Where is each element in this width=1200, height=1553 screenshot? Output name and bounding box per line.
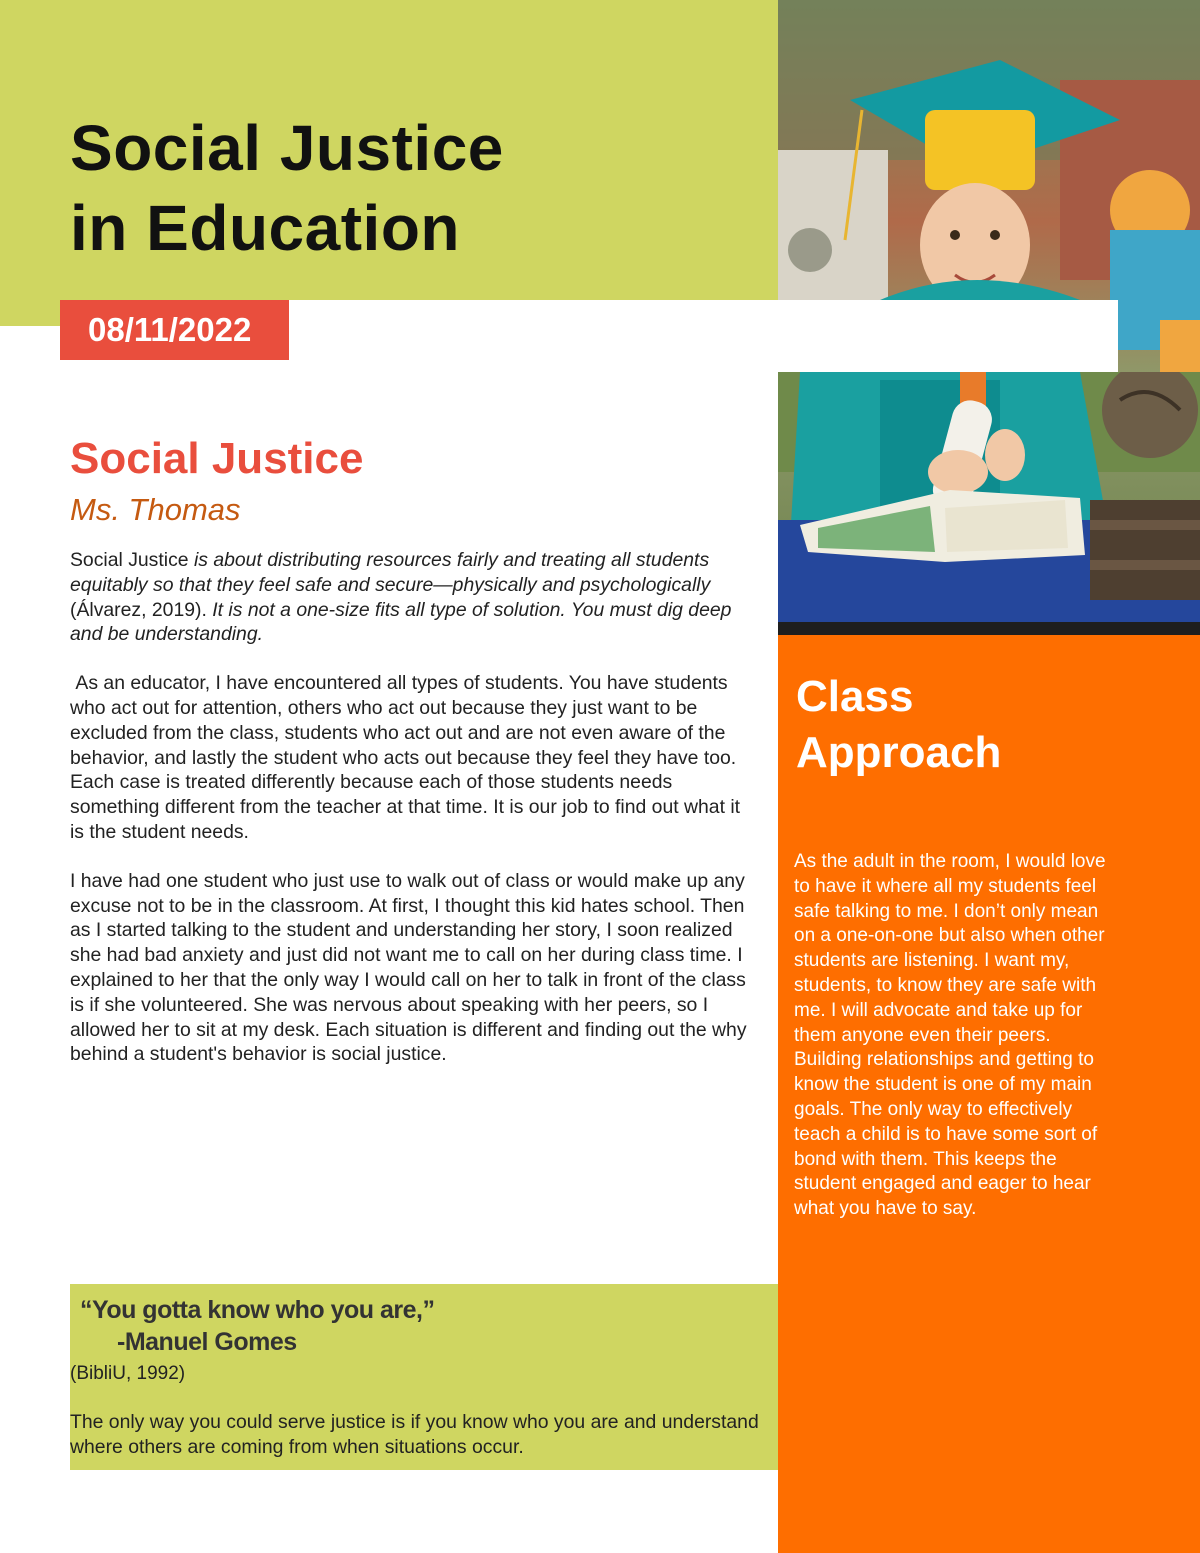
title-line-1: Social Justice [70,112,504,184]
article-paragraph-2: As an educator, I have encountered all types of students. You have students who act out for attention, others who act out because they just want to be excluded from the class, students who act out and are not even aware of the behavior, and lastly the student who acts out because they feel they have too. Each case is treated differently because each of those students needs something different from the teacher at that time. It is our job to find out what it is the student needs. [70,672,747,843]
quote-citation: (BibliU, 1992) [70,1363,186,1384]
sidebar-body: As the adult in the room, I would love to have it where all my students feel safe talking to me. I don’t only mean on a one-on-one but also when other students are listening. I want my, students, to know they are safe with me. I will advocate and take up for them anyone even their peers. Building relationships and getting to know the student is one of my main goals. The only way to effectively teach a child is to have some sort of bond with them. This keeps the student engaged and eager to hear what you have to say. [794,851,1106,1220]
quote-author: -Manuel Gomes [117,1328,297,1356]
date-badge: 08/11/2022 [60,300,289,360]
graduate-child-photo-top [778,0,1200,300]
quote-body: The only way you could serve justice is if you know who you are and understand where others are coming from when situations occur. [70,1411,759,1458]
header-band-tail [0,300,60,326]
class-approach-sidebar [778,635,1200,1553]
p1-citation: (Álvarez, 2019). [70,598,213,621]
graduate-child-photo-bottom-icon [778,372,1200,634]
graduate-child-photo-edge-icon [1118,300,1200,372]
graduate-child-photo-icon [778,0,1200,300]
article-title: Social Justice [70,434,364,483]
sidebar-title [796,669,1001,781]
p1-closing: It is not a one-size fits all type of solution. You must dig deep and be understanding. [70,598,732,646]
title-line-2: in Education [70,192,460,264]
quote-box [70,1284,778,1470]
p1-lead: Social Justice [70,549,194,571]
article-paragraph-1 [70,548,750,647]
graduate-child-photo-edge [1118,300,1200,372]
article-body [70,548,750,1091]
p1-definition: is about distributing resources fairly and treating all students equitably so that they feel safe and secure—physically and psychologically [70,549,711,596]
quote-text: “You gotta know who you are,” [80,1296,435,1324]
article-paragraph-3: I have had one student who just use to walk out of class or would make up any excuse not to be in the classroom. At first, I thought this kid hates school. Then as I started talking to the student and understanding her story, I soon realized she had bad anxiety and just did not want me to call on her during class time. I explained to her that the only way I would call on her to talk in front of the class is if she volunteered. She was nervous about speaking with her peers, so I allowed her to sit at my desk. Each situation is different and finding out the why behind a student's behavior is social justice. [70,869,747,1066]
page-title [70,108,504,268]
photo-divider [778,622,1200,635]
graduate-child-photo-bottom [778,372,1200,634]
article-author: Ms. Thomas [70,492,241,527]
sidebar-title-line-1: Class [796,672,914,721]
sidebar-title-line-2: Approach [796,728,1002,777]
